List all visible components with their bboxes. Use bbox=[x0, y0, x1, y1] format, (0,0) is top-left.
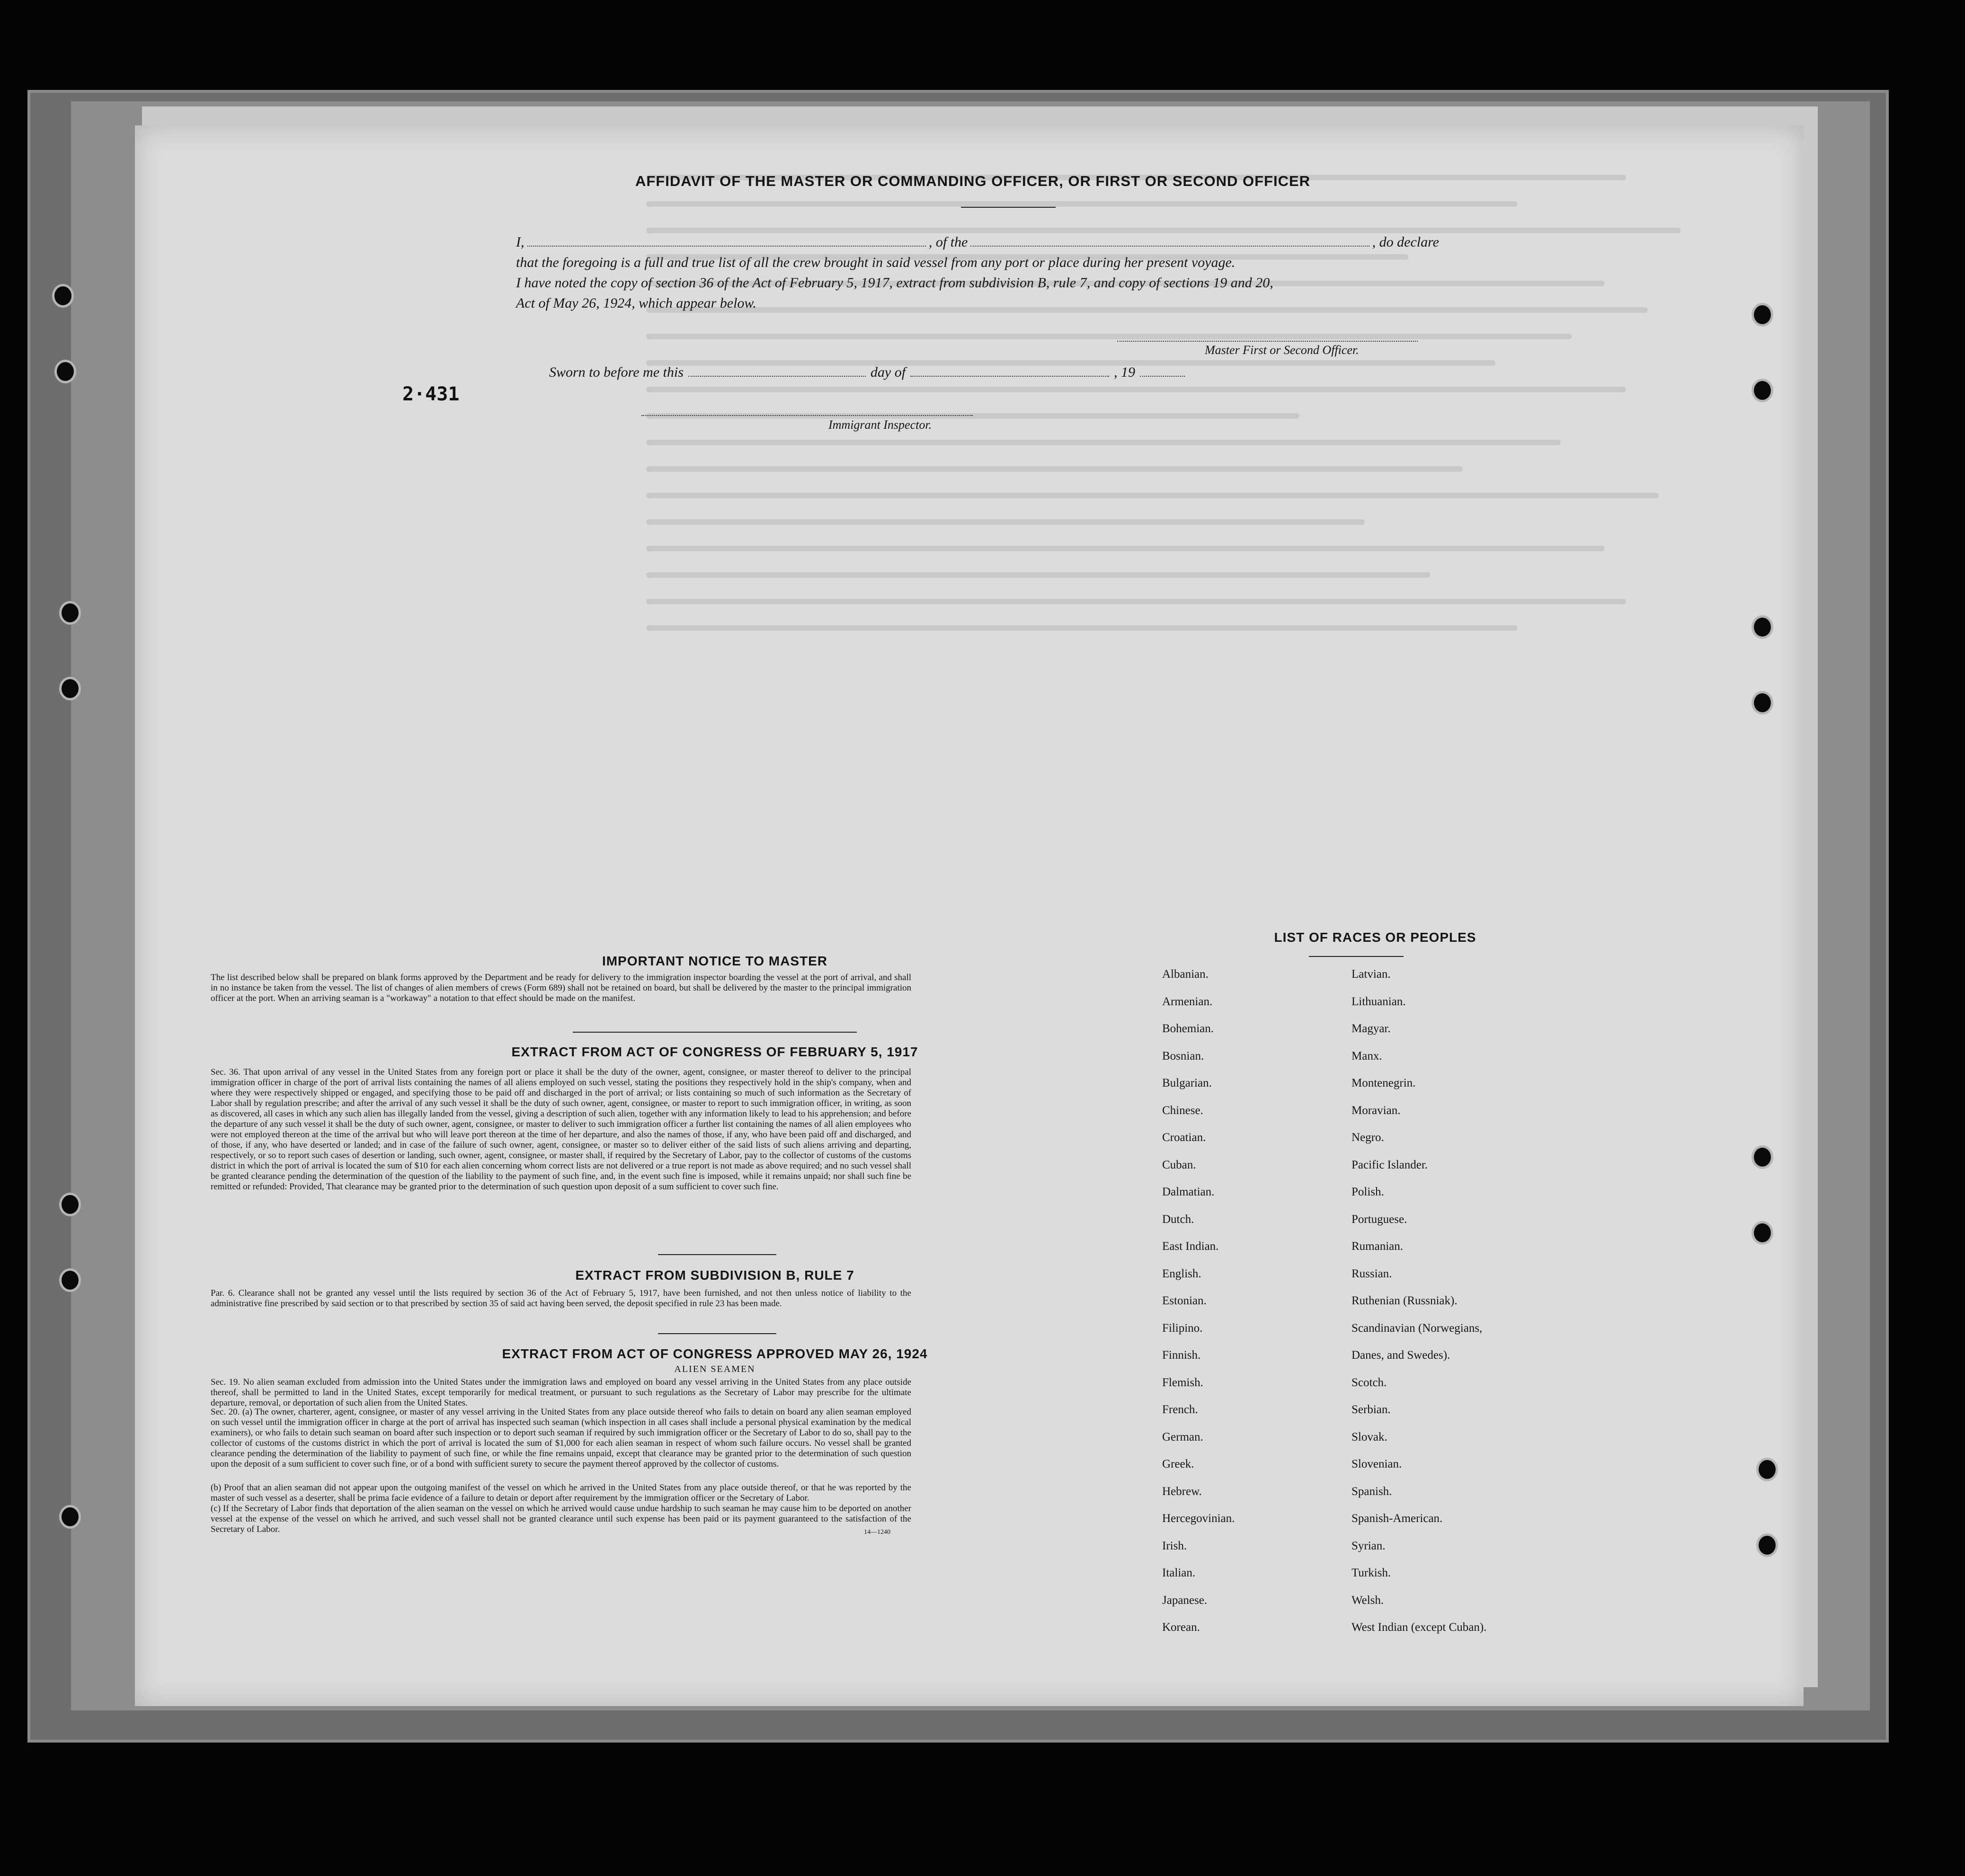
race-name-right: West Indian (except Cuban). bbox=[1351, 1621, 1487, 1634]
race-name-left: Croatian. bbox=[1162, 1131, 1206, 1144]
name-blank[interactable] bbox=[527, 234, 926, 247]
race-name-left: Irish. bbox=[1162, 1539, 1187, 1552]
race-row bbox=[1162, 1485, 1636, 1513]
race-name-right: Pacific Islander. bbox=[1351, 1158, 1428, 1171]
race-row bbox=[1162, 1022, 1636, 1050]
extract-1917-title: EXTRACT FROM ACT OF CONGRESS OF FEBRUARY 5, 1917 bbox=[511, 1044, 918, 1059]
race-row bbox=[1162, 1213, 1636, 1240]
extract-1924-title: EXTRACT FROM ACT OF CONGRESS APPROVED MAY 26, 1924 bbox=[502, 1346, 928, 1361]
race-name-right: Danes, and Swedes). bbox=[1351, 1349, 1450, 1362]
race-name-right: Turkish. bbox=[1351, 1566, 1391, 1579]
races-title: LIST OF RACES OR PEOPLES bbox=[1274, 930, 1476, 945]
notice-title: IMPORTANT NOTICE TO MASTER bbox=[602, 954, 828, 968]
race-name-left: Greek. bbox=[1162, 1458, 1194, 1470]
race-name-left: Hebrew. bbox=[1162, 1485, 1202, 1498]
affidavit-title: AFFIDAVIT OF THE MASTER OR COMMANDING OFFICER, OR FIRST OR SECOND OFFICER bbox=[635, 173, 1311, 189]
binder-hole bbox=[1752, 1145, 1773, 1169]
race-name-right: Slovak. bbox=[1351, 1430, 1387, 1443]
handwritten-number: 2·431 bbox=[402, 383, 460, 405]
binder-hole bbox=[1756, 1533, 1778, 1557]
binder-hole bbox=[54, 360, 76, 383]
race-row bbox=[1162, 1077, 1636, 1104]
binder-hole bbox=[1752, 379, 1773, 402]
binder-hole bbox=[59, 1268, 81, 1292]
race-name-left: Cuban. bbox=[1162, 1158, 1196, 1171]
race-name-right: Polish. bbox=[1351, 1186, 1384, 1198]
binder-hole bbox=[59, 677, 81, 700]
binder-hole bbox=[1752, 303, 1773, 327]
race-name-right: Spanish-American. bbox=[1351, 1512, 1443, 1525]
race-name-left: Estonian. bbox=[1162, 1294, 1207, 1307]
race-row bbox=[1162, 1240, 1636, 1267]
races-list bbox=[1162, 968, 1636, 1648]
race-name-right: Lithuanian. bbox=[1351, 995, 1406, 1008]
binder-hole bbox=[1756, 1458, 1778, 1481]
race-name-left: Flemish. bbox=[1162, 1376, 1203, 1389]
race-name-right: Rumanian. bbox=[1351, 1240, 1404, 1253]
race-name-right: Syrian. bbox=[1351, 1539, 1386, 1552]
race-name-right: Scandinavian (Norwegians, bbox=[1351, 1321, 1483, 1335]
extract-rule7-title: EXTRACT FROM SUBDIVISION B, RULE 7 bbox=[575, 1268, 854, 1283]
race-row bbox=[1162, 1403, 1636, 1431]
race-name-right: Russian. bbox=[1351, 1267, 1392, 1280]
affidavit-body bbox=[516, 232, 1439, 313]
race-name-left: French. bbox=[1162, 1403, 1198, 1416]
race-row bbox=[1162, 1294, 1636, 1322]
binder-hole bbox=[52, 284, 74, 308]
master-label: Master First or Second Officer. bbox=[1205, 343, 1359, 357]
form-number: 14—1240 bbox=[864, 1529, 890, 1536]
binder-hole bbox=[59, 601, 81, 625]
race-name-left: Armenian. bbox=[1162, 995, 1213, 1008]
binder-hole bbox=[59, 1505, 81, 1529]
race-name-left: Dutch. bbox=[1162, 1212, 1194, 1226]
section-36-body: Sec. 36. That upon arrival of any vessel in the United States from any foreign port or place it shall be the duty of the owner, agent, consignee, or master thereof to deliver to the principal immigration officer in charge of the port of arrival lists containing the names of all aliens employed on such vessel, stating the positions they respectively hold in the ship's company, when and where they were respectively shipped or engaged, and specifying those to be paid off and discharged in the port of arrival; or lists containing so much of such information as the Secretary of Labor shall by regulation prescribe; and after the arrival of any such vessel it shall be the duty of such owner, agent, consignee, or master to report to such immigration officer, in writing, as soon as discovered, all cases in which any such alien has illegally landed from the vessel, giving a description of such alien, together with any information likely to lead to his apprehension; and before the departure of any such vessel it shall be the duty of such owner, agent, consignee, or master to deliver to such immigration officer a further list containing the names of all alien employees who were not employed thereon at the time of the arrival but who will leave port thereon at the time of her departure, and also the names of those, if any, who have been paid off and discharged, and of those, if any, who have deserted or landed; and in case of the failure of such owner, agent, consignee, or master so to deliver either of the said lists of such aliens arriving and departing, respectively, or so to report such cases of desertion or landing, such owner, agent, consignee, or master shall, if required by the Secretary of Labor, pay to the collector of customs of the customs district in which the port of arrival is located the sum of $10 for each alien concerning whom correct lists are not delivered or a true report is not made as above required; and no such vessel shall be granted clearance pending the determination of the question of the liability to the payment of such fine, and, in the event such fine is imposed, while it remains unpaid; nor shall such fine be remitted or refunded: Provided, That clearance may be granted prior to the determination of such question upon deposit of a sum sufficient to cover such fine. bbox=[211, 1067, 911, 1192]
race-row bbox=[1162, 968, 1636, 995]
notice-body: The list described below shall be prepared on blank forms approved by the Department and be ready for delivery to the immigration inspector boarding the vessel at the port of arrival, and shall in no instance be taken from the vessel. The list of changes of alien members of crews (Form 689) shall not be retained on board, but shall be delivered by the master to the principal immigration officer at the port. When an arriving seaman is a "workaway" a notation to that effect should be made on the manifest. bbox=[211, 973, 911, 1003]
section-19-body: Sec. 19. No alien seaman excluded from admission into the United States under the immigration laws and employed on board any vessel arriving in the United States from any place outside thereof, shall be permitted to land in the United States, except temporarily for medical treatment, or pursuant to such regulations as the Secretary of Labor may prescribe for the ultimate departure, removal, or deportation of such alien from the United States. bbox=[211, 1377, 911, 1408]
race-row bbox=[1162, 1349, 1636, 1376]
race-name-right: Montenegrin. bbox=[1351, 1077, 1416, 1089]
race-name-left: Korean. bbox=[1162, 1621, 1200, 1634]
notice-rule bbox=[573, 1032, 857, 1033]
vessel-blank[interactable] bbox=[970, 234, 1369, 247]
race-name-left: Finnish. bbox=[1162, 1349, 1201, 1362]
affidavit-line-1 bbox=[516, 232, 1439, 252]
race-row bbox=[1162, 995, 1636, 1023]
sworn-month-blank[interactable] bbox=[910, 365, 1109, 377]
sworn-day-blank[interactable] bbox=[688, 365, 866, 377]
i-label: I, bbox=[516, 234, 525, 250]
section-20a-body: Sec. 20. (a) The owner, charterer, agent, consignee, or master of any vessel arriving in the United States from any place outside thereof who fails to detain on board any alien seaman employed on such vessel until the immigration officer in charge at the port of arrival has inspected such seaman (which inspection in all cases shall include a personal physical examination by the medical examiners), or who fails to detain such seaman on board after such inspection or to deport such seaman if required by such immigration officer or the Secretary of Labor to do so, shall pay to the collector of customs of the customs district in which the port of arrival is located the sum of $1,000 for each alien seaman in respect of whom such failure occurs. No vessel shall be granted clearance pending the determination of the liability to payment of such fine, or while the fine remains unpaid, except that clearance may be granted prior to the determination of such question upon the deposit of a sum sufficient to cover such fine, or of a bond with sufficient surety to secure the payment thereof approved by the collector of customs. bbox=[211, 1407, 911, 1469]
race-name-right: Moravian. bbox=[1351, 1104, 1401, 1117]
race-row bbox=[1162, 1159, 1636, 1186]
binder-hole bbox=[59, 1193, 81, 1216]
race-row bbox=[1162, 1376, 1636, 1404]
race-row bbox=[1162, 1594, 1636, 1621]
race-name-right: Scotch. bbox=[1351, 1376, 1387, 1389]
race-name-left: Albanian. bbox=[1162, 968, 1209, 981]
race-name-right: Serbian. bbox=[1351, 1403, 1391, 1416]
race-row bbox=[1162, 1431, 1636, 1458]
race-row bbox=[1162, 1540, 1636, 1567]
race-name-right: Welsh. bbox=[1351, 1593, 1384, 1607]
binder-hole bbox=[1752, 691, 1773, 715]
race-name-left: Bulgarian. bbox=[1162, 1077, 1212, 1089]
extract-1917-rule bbox=[658, 1254, 776, 1255]
race-name-right: Ruthenian (Russniak). bbox=[1351, 1294, 1458, 1307]
race-row bbox=[1162, 1267, 1636, 1295]
race-name-left: Filipino. bbox=[1162, 1321, 1203, 1335]
race-name-right: Manx. bbox=[1351, 1049, 1382, 1062]
race-row bbox=[1162, 1050, 1636, 1077]
manifest-page bbox=[135, 125, 1804, 1706]
race-row bbox=[1162, 1458, 1636, 1485]
race-row bbox=[1162, 1322, 1636, 1349]
race-name-right: Negro. bbox=[1351, 1131, 1384, 1144]
race-row bbox=[1162, 1621, 1636, 1648]
race-name-right: Slovenian. bbox=[1351, 1458, 1402, 1470]
race-row bbox=[1162, 1104, 1636, 1132]
race-name-left: Japanese. bbox=[1162, 1593, 1208, 1607]
affidavit-line-3: I have noted the copy of section 36 of the Act of February 5, 1917, extract from subdivision B, rule 7, and copy of sections 19 and 20, bbox=[516, 275, 1273, 291]
race-name-left: Bosnian. bbox=[1162, 1049, 1204, 1062]
race-row bbox=[1162, 1131, 1636, 1159]
race-row bbox=[1162, 1512, 1636, 1540]
race-name-left: Italian. bbox=[1162, 1566, 1196, 1579]
par-6-body: Par. 6. Clearance shall not be granted any vessel until the lists required by section 36 of the Act of February 5, 1917, have been furnished, and not then unless notice of liability to the administrative fine prescribed by said section or to that prescribed by section 35 of said act having been served, the deposit specified in rule 23 has been made. bbox=[211, 1288, 911, 1309]
race-name-left: East Indian. bbox=[1162, 1240, 1219, 1253]
affidavit-line-2: that the foregoing is a full and true list of all the crew brought in said vessel from any port or place during her present voyage. bbox=[516, 255, 1236, 270]
races-rule bbox=[1309, 956, 1404, 957]
binder-hole bbox=[1752, 1221, 1773, 1245]
race-name-left: English. bbox=[1162, 1267, 1201, 1280]
inspector-signature-line[interactable] bbox=[641, 415, 973, 416]
race-name-left: Chinese. bbox=[1162, 1104, 1203, 1117]
of-the-label: , of the bbox=[928, 234, 968, 250]
section-20c-body: (c) If the Secretary of Labor finds that deportation of the alien seaman on the vessel on which he arrived would cause undue hardship to such seaman he may cause him to be deported on another vessel at the expense of the vessel on which he arrived, and such vessel shall not be granted clearance until such expense has been paid or its payment guaranteed to the satisfaction of the Secretary of Labor. bbox=[211, 1504, 911, 1534]
section-20b-body: (b) Proof that an alien seaman did not appear upon the outgoing manifest of the vessel on which he arrived in the United States from any place outside thereof, or that he was reported by the master of such vessel as a deserter, shall be prima facie evidence of a failure to detain or deport after requirement by the immigration officer or the Secretary of Labor. bbox=[211, 1483, 911, 1503]
race-name-left: Bohemian. bbox=[1162, 1022, 1214, 1035]
sworn-year-blank[interactable] bbox=[1140, 365, 1185, 377]
year-prefix: , 19 bbox=[1114, 364, 1136, 380]
race-name-right: Latvian. bbox=[1351, 968, 1391, 981]
alien-seamen-subtitle: ALIEN SEAMEN bbox=[674, 1364, 756, 1374]
race-name-right: Portuguese. bbox=[1351, 1212, 1407, 1226]
race-name-left: Dalmatian. bbox=[1162, 1186, 1215, 1198]
inspector-label: Immigrant Inspector. bbox=[828, 418, 932, 432]
race-name-right: Magyar. bbox=[1351, 1022, 1391, 1035]
extract-rule7-rule bbox=[658, 1333, 776, 1334]
binder-hole bbox=[1752, 615, 1773, 639]
do-declare-label: , do declare bbox=[1372, 234, 1439, 250]
race-row bbox=[1162, 1186, 1636, 1213]
title-rule bbox=[961, 207, 1056, 208]
race-name-left: Hercegovinian. bbox=[1162, 1512, 1235, 1525]
sworn-line bbox=[549, 364, 1236, 381]
master-signature-line[interactable] bbox=[1117, 341, 1418, 342]
race-row bbox=[1162, 1566, 1636, 1594]
sworn-prefix: Sworn to before me this bbox=[549, 364, 684, 380]
race-name-right: Spanish. bbox=[1351, 1485, 1392, 1498]
affidavit-line-4: Act of May 26, 1924, which appear below. bbox=[516, 295, 756, 311]
day-of-label: day of bbox=[870, 364, 906, 380]
race-name-left: German. bbox=[1162, 1430, 1203, 1443]
